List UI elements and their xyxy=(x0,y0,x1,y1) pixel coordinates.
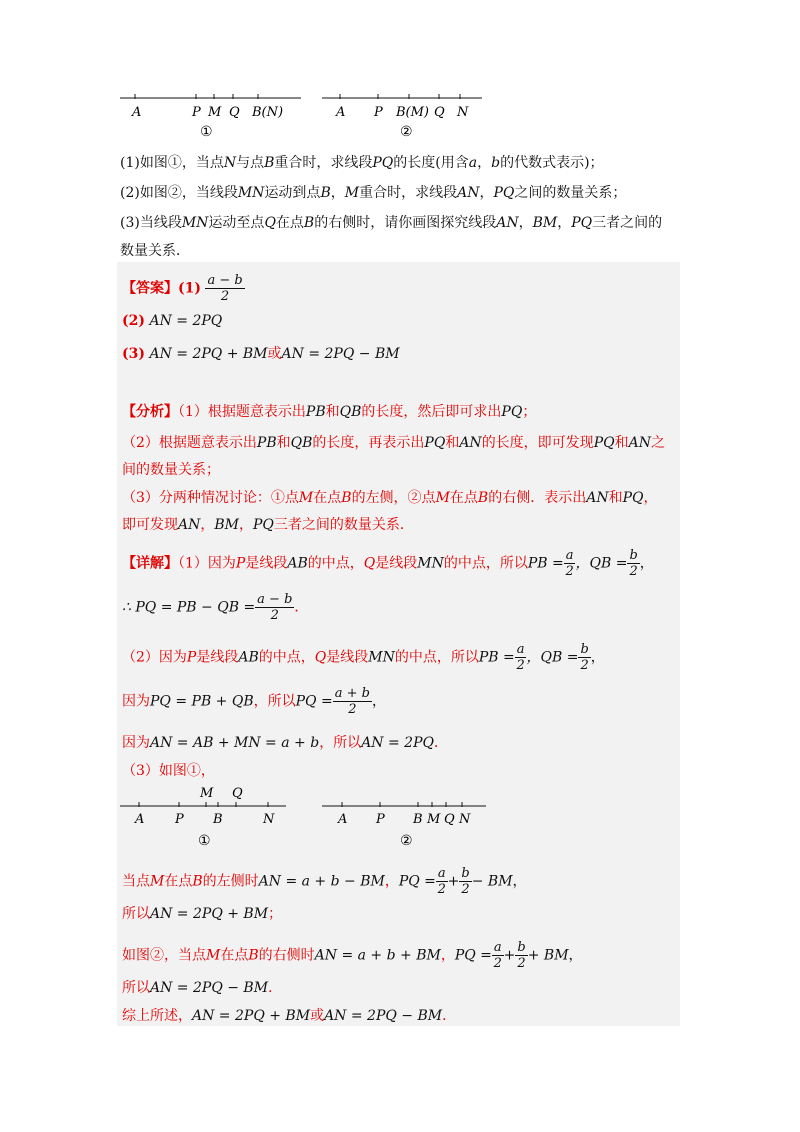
fig1-label-p: P xyxy=(192,105,201,120)
text: PB = xyxy=(478,649,515,666)
answer-3 xyxy=(122,343,400,363)
detail-tag: 【详解】 xyxy=(122,555,178,572)
text: （3）分两种情况讨论：①点 xyxy=(122,490,299,506)
fig4-label-n: N xyxy=(459,812,471,827)
case-5 xyxy=(122,1005,456,1025)
text: 的左侧时 xyxy=(202,873,259,890)
fraction xyxy=(205,273,244,304)
fraction xyxy=(255,592,294,623)
fig4-caption: ② xyxy=(400,833,413,849)
text: b xyxy=(629,548,638,563)
text: MN xyxy=(181,215,209,231)
text: ， xyxy=(384,873,399,890)
text: 2 xyxy=(220,289,230,304)
text: 之 xyxy=(650,435,665,451)
text: ， xyxy=(557,215,572,231)
text: AN xyxy=(178,517,201,533)
fig3-label-n: N xyxy=(263,812,275,827)
text: M xyxy=(206,947,221,964)
figure-1 xyxy=(118,90,308,142)
fig4-label-b: B xyxy=(413,812,423,827)
fig3-label-a: A xyxy=(135,812,145,827)
text: B xyxy=(192,873,203,890)
fig4-label-q: Q xyxy=(444,812,455,827)
text: a xyxy=(468,155,478,171)
text: + xyxy=(503,947,516,964)
text: PQ = PB + QB xyxy=(150,693,254,710)
text: 重合时，求线段 xyxy=(274,155,373,171)
answer-1 xyxy=(122,273,245,304)
fraction xyxy=(436,866,448,897)
text: 的长度，即可发现 xyxy=(481,435,594,451)
text: M xyxy=(435,490,450,506)
text: 2 xyxy=(461,882,470,897)
text: PQ xyxy=(424,435,446,451)
text: AN = 2PQ − BM xyxy=(150,980,269,996)
text: B xyxy=(248,947,259,964)
text: Q xyxy=(264,215,276,231)
text: （2）因为 xyxy=(122,649,187,666)
text: 的长度，然后即可求出 xyxy=(361,404,502,420)
question-1 xyxy=(120,152,604,172)
text: MN xyxy=(417,555,444,572)
text: （1）因为 xyxy=(178,555,236,572)
question-3-line2: 数量关系． xyxy=(120,243,190,259)
text: ， xyxy=(200,517,215,533)
text: 的代数式表示)； xyxy=(500,155,604,171)
text: ，QB = xyxy=(526,649,579,666)
fraction xyxy=(459,866,471,897)
text: 是线段 xyxy=(326,649,369,666)
text: ． xyxy=(294,599,309,616)
text: ， xyxy=(590,649,605,666)
text: 在点 xyxy=(164,873,193,890)
text: ， xyxy=(568,947,583,964)
text: AN = a + b − BM xyxy=(258,873,385,890)
detail-2 xyxy=(122,592,308,623)
text: (1) xyxy=(178,280,201,297)
text: 的中点， xyxy=(258,649,315,666)
text: （2）根据题意表示出 xyxy=(122,435,257,451)
fraction xyxy=(578,642,590,673)
text: 重合时，求线段 xyxy=(359,185,458,201)
text: PQ xyxy=(372,155,394,171)
text: b xyxy=(580,642,589,657)
fig1-label-q: Q xyxy=(229,105,240,120)
text: Q xyxy=(363,555,376,572)
case-1 xyxy=(122,866,527,897)
text: ∴ PQ = PB − QB = xyxy=(122,599,256,616)
text: 的右侧．表示出 xyxy=(488,490,587,506)
text: 和 xyxy=(276,435,291,451)
text: 三者之间的数量关系． xyxy=(273,517,414,533)
text: MN xyxy=(368,649,395,666)
fig4-label-p: P xyxy=(376,812,385,827)
fig4-label-a: A xyxy=(338,812,348,827)
text: 运动至点 xyxy=(208,215,265,231)
text: B xyxy=(303,215,315,231)
analysis-2 xyxy=(122,432,665,452)
text: PQ xyxy=(622,490,644,506)
analysis-3: 间的数量关系； xyxy=(122,462,220,478)
detail-4 xyxy=(122,686,386,717)
text: Q xyxy=(314,649,327,666)
text: a + b xyxy=(334,686,370,701)
text: ． xyxy=(268,980,283,996)
text: ，QB = xyxy=(575,555,628,572)
fig3-caption: ① xyxy=(198,833,211,849)
text: 在点 xyxy=(220,947,249,964)
text: 是线段 xyxy=(375,555,418,572)
text: ， xyxy=(512,873,527,890)
text: 2 xyxy=(517,956,526,971)
text: ； xyxy=(268,906,283,922)
case-3 xyxy=(122,940,583,971)
text: 当点 xyxy=(122,873,150,890)
text: AN = 2PQ xyxy=(149,313,223,329)
text: ， xyxy=(371,693,386,710)
text: （1）根据题意表示出 xyxy=(178,404,306,420)
text: M xyxy=(344,185,360,201)
fig1-label-m: M xyxy=(208,105,222,120)
text: ， xyxy=(643,490,658,506)
text: 2 xyxy=(565,564,574,579)
fig1-label-bn: B(N) xyxy=(252,105,284,120)
fig1-caption: ① xyxy=(200,124,213,140)
text: 的左侧，②点 xyxy=(351,490,436,506)
text: 运动到点 xyxy=(264,185,321,201)
text: 因为 xyxy=(122,735,150,751)
analysis-5 xyxy=(122,514,414,534)
text: PQ xyxy=(493,185,515,201)
text: 之间的数量关系； xyxy=(514,185,627,201)
text: (3) xyxy=(122,346,145,362)
fig2-label-q: Q xyxy=(434,105,445,120)
text: − BM xyxy=(471,873,513,890)
text: AN xyxy=(459,435,482,451)
text: 和 xyxy=(608,490,623,506)
text: P xyxy=(186,649,197,666)
text: 在点 xyxy=(275,215,304,231)
text: B xyxy=(341,490,352,506)
figure-4 xyxy=(320,783,495,853)
text: B xyxy=(477,490,489,506)
text: 三者之间的 xyxy=(592,215,663,231)
text: 或 xyxy=(310,1008,325,1024)
text: 2 xyxy=(493,956,502,971)
text: PB xyxy=(305,404,326,420)
text: ， xyxy=(479,185,494,201)
text: a xyxy=(437,866,446,881)
text: PQ xyxy=(253,517,274,533)
text: PQ = xyxy=(398,873,436,890)
fig3-label-p: P xyxy=(175,812,184,827)
text: AN = 2PQ + BM xyxy=(149,346,268,362)
answer-2 xyxy=(122,313,222,329)
text: 和 xyxy=(445,435,460,451)
text: PQ xyxy=(501,404,523,420)
text: AN = a + b + BM xyxy=(314,947,441,964)
text: 的中点，所以 xyxy=(394,649,479,666)
text: 的中点， xyxy=(307,555,364,572)
text: 的右侧时，请你画图探究线段 xyxy=(314,215,497,231)
fig4-label-m: M xyxy=(427,812,441,827)
fig1-label-a: A xyxy=(132,105,142,120)
text: 是线段 xyxy=(245,555,288,572)
text: PQ = xyxy=(454,947,492,964)
text: (2) xyxy=(122,313,145,329)
answer-tag: 【答案】 xyxy=(122,280,178,297)
text: M xyxy=(298,490,314,506)
text: 与点 xyxy=(236,155,265,171)
text: a xyxy=(493,940,502,955)
fig2-label-bm: B(M) xyxy=(396,105,430,120)
text: a − b xyxy=(207,273,243,288)
text: AN xyxy=(586,490,609,506)
text: + BM xyxy=(527,947,569,964)
figure-3 xyxy=(118,783,293,853)
text: 和 xyxy=(614,435,629,451)
detail-1 xyxy=(122,548,654,579)
text: 或 xyxy=(267,346,282,362)
text: M xyxy=(150,873,165,890)
analysis-1 xyxy=(122,401,536,421)
text: AN = AB + MN = a + b xyxy=(150,735,320,751)
text: b xyxy=(517,940,526,955)
text: ， xyxy=(239,517,253,533)
text: 是线段 xyxy=(196,649,239,666)
text: 2 xyxy=(270,608,279,623)
fig3-label-b: B xyxy=(213,812,223,827)
text: 2 xyxy=(516,658,525,673)
text: + xyxy=(447,873,460,890)
detail-5 xyxy=(122,732,448,752)
text: (1)如图①，当点 xyxy=(120,155,224,171)
text: a xyxy=(565,548,574,563)
text: 2 xyxy=(580,658,589,673)
text: AB xyxy=(287,555,308,572)
question-2 xyxy=(120,182,626,202)
text: 的长度(用含 xyxy=(393,155,469,171)
text: PQ xyxy=(593,435,615,451)
text: (2)如图②，当线段 xyxy=(120,185,238,201)
fig2-label-a: A xyxy=(336,105,346,120)
text: ，所以 xyxy=(319,735,362,751)
text: AN xyxy=(628,435,651,451)
text: B xyxy=(264,155,275,171)
text: 和 xyxy=(325,404,340,420)
text: B xyxy=(320,185,331,201)
text: 即可发现 xyxy=(122,517,178,533)
text: AN = 2PQ − BM xyxy=(324,1008,443,1024)
analysis-tag: 【分析】 xyxy=(122,404,178,420)
text: PB xyxy=(256,435,277,451)
fraction xyxy=(564,548,576,579)
text: 综上所述， xyxy=(122,1008,192,1024)
analysis-4 xyxy=(122,487,657,507)
text: MN xyxy=(237,185,265,201)
fraction xyxy=(515,642,527,673)
text: 在点 xyxy=(313,490,342,506)
text: ． xyxy=(433,735,448,751)
text: N xyxy=(223,155,237,171)
text: 如图②，当点 xyxy=(122,947,206,964)
text: P xyxy=(235,555,246,572)
text: 2 xyxy=(629,564,638,579)
text: 2 xyxy=(348,702,357,717)
text: a − b xyxy=(257,592,293,607)
case-4 xyxy=(122,977,282,997)
text: ，所以 xyxy=(253,693,296,710)
text: AN = 2PQ + BM xyxy=(150,906,269,922)
text: 的长度，再表示出 xyxy=(312,435,425,451)
text: ， xyxy=(477,155,492,171)
text: AN = 2PQ − BM xyxy=(281,346,400,362)
detail-6: （3）如图①， xyxy=(122,763,215,779)
text: AN xyxy=(457,185,480,201)
case-2 xyxy=(122,903,282,923)
text: BM xyxy=(532,215,558,231)
text: PB = xyxy=(527,555,564,572)
fraction xyxy=(627,548,639,579)
text: 的中点，所以 xyxy=(443,555,528,572)
fig2-label-p: P xyxy=(374,105,383,120)
text: BM xyxy=(214,517,239,533)
fig3-label-q: Q xyxy=(232,786,243,801)
text: ， xyxy=(518,215,533,231)
text: 在点 xyxy=(449,490,478,506)
fig2-caption: ② xyxy=(400,124,413,140)
text: ， xyxy=(330,185,345,201)
text: QB xyxy=(339,404,362,420)
fraction xyxy=(333,686,372,717)
text: 所以 xyxy=(122,980,150,996)
text: AN = 2PQ xyxy=(361,735,434,751)
fig3-label-m: M xyxy=(200,786,214,801)
fraction xyxy=(515,940,527,971)
fraction xyxy=(492,940,504,971)
text: PQ xyxy=(571,215,593,231)
text: b xyxy=(491,155,501,171)
text: QB xyxy=(290,435,313,451)
text: a xyxy=(516,642,525,657)
detail-3 xyxy=(122,642,605,673)
text: (3)当线段 xyxy=(120,215,182,231)
text: AN xyxy=(496,215,519,231)
fig2-label-n: N xyxy=(457,105,469,120)
text: ； xyxy=(522,404,537,420)
text: 因为 xyxy=(122,693,150,710)
text: ． xyxy=(442,1008,457,1024)
text: 2 xyxy=(437,882,446,897)
text: 的右侧时 xyxy=(258,947,315,964)
figure-2 xyxy=(320,90,490,142)
text: AB xyxy=(238,649,259,666)
question-3 xyxy=(120,212,662,232)
text: AN = 2PQ + BM xyxy=(192,1008,311,1024)
text: PQ = xyxy=(295,693,333,710)
text: ， xyxy=(639,555,654,572)
text: ， xyxy=(440,947,455,964)
text: b xyxy=(461,866,470,881)
text: 所以 xyxy=(122,906,150,922)
